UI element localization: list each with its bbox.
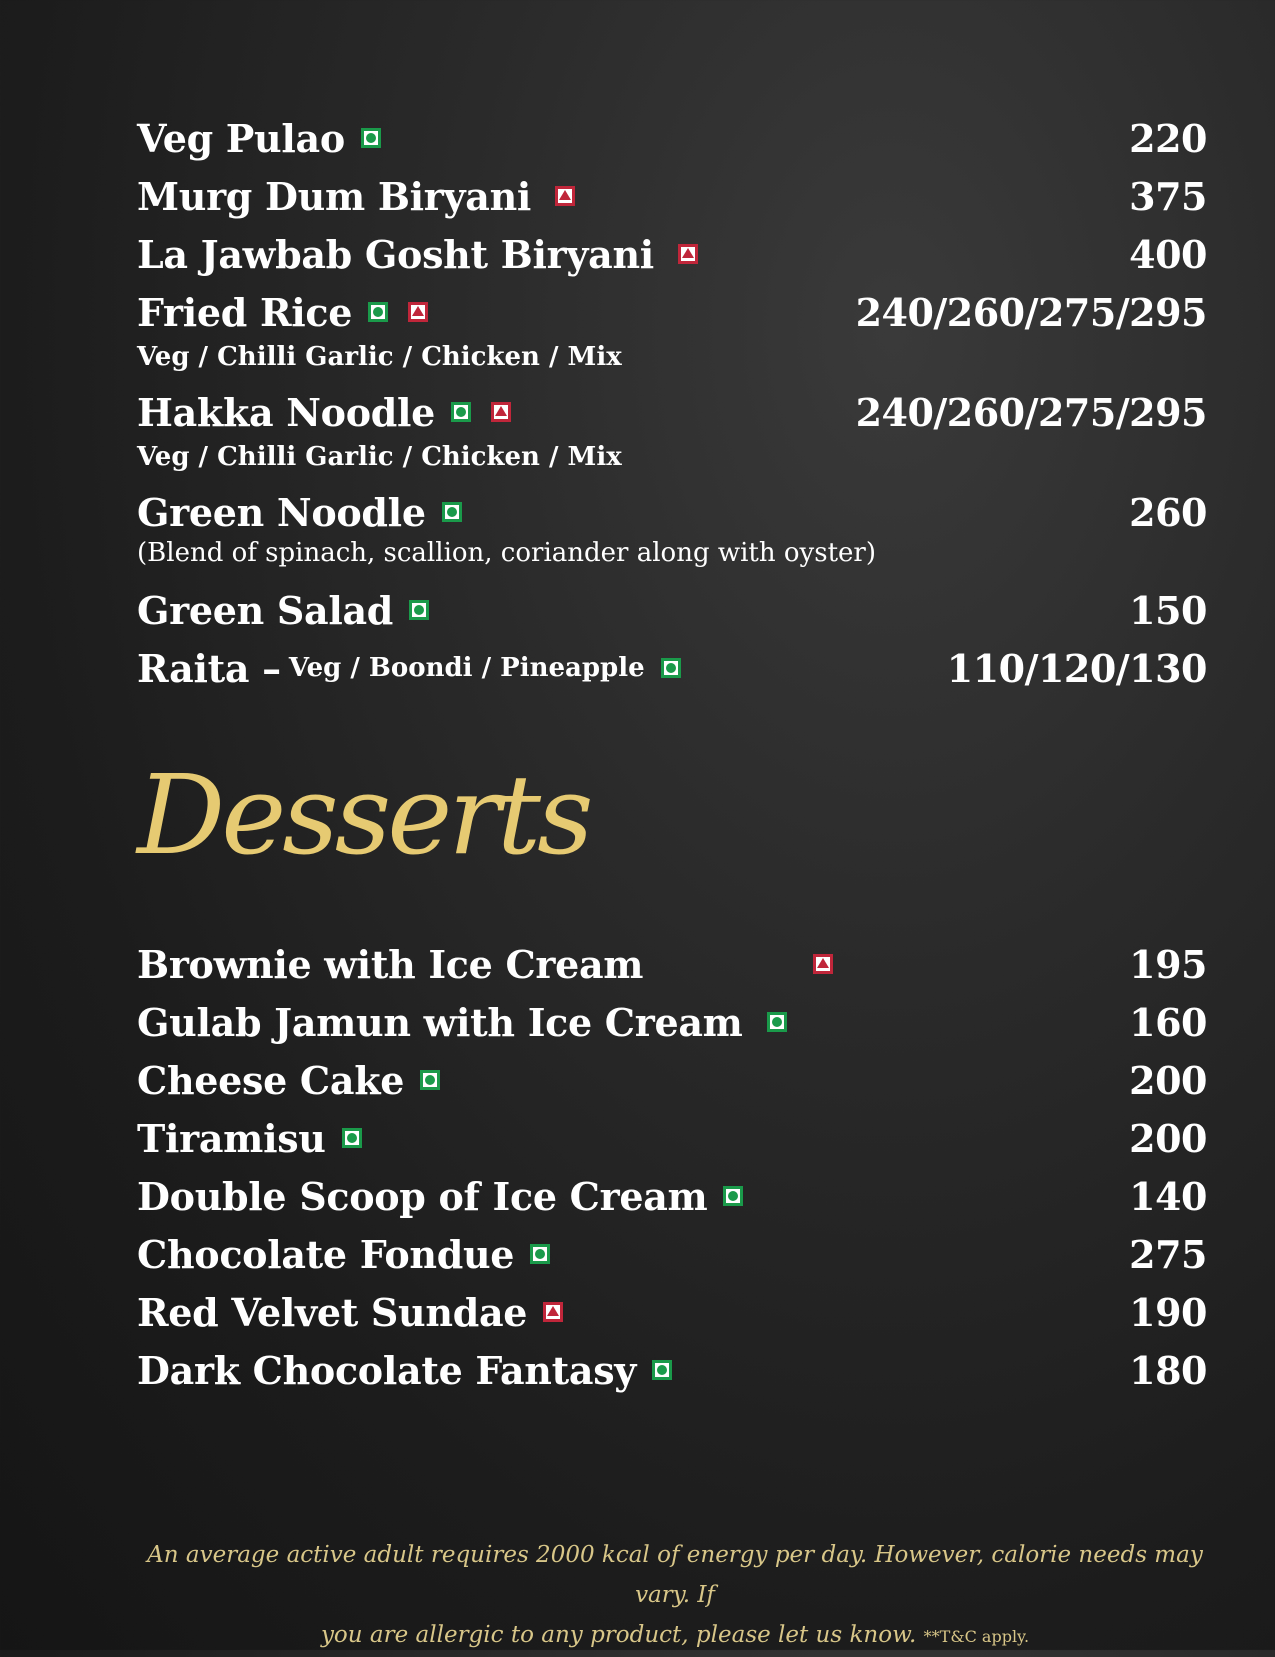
item-name: Green Salad [137, 587, 394, 633]
terms-note: **T&C apply. [923, 1627, 1030, 1646]
item-price: 200 [1129, 1057, 1207, 1103]
nonveg-icon [543, 1302, 563, 1322]
desserts-title [137, 751, 590, 879]
item-name: Cheese Cake [137, 1057, 405, 1103]
item-price: 260 [1129, 489, 1207, 535]
item-variants: Veg / Chilli Garlic / Chicken / Mix [137, 342, 622, 372]
item-name: Green Noodle [137, 489, 426, 535]
menu-item [137, 1346, 1207, 1394]
item-name: Veg Pulao [137, 115, 345, 161]
item-name: La Jawbab Gosht Biryani [137, 231, 654, 277]
veg-icon [451, 402, 471, 422]
nonveg-icon [555, 186, 575, 206]
item-name: Gulab Jamun with Ice Cream [137, 999, 743, 1045]
nonveg-icon [408, 302, 428, 322]
veg-icon [420, 1070, 440, 1090]
veg-icon [767, 1012, 787, 1032]
footer-line-2 [130, 1615, 1220, 1657]
item-price: 220 [1129, 115, 1207, 161]
nonveg-icon [678, 244, 698, 264]
item-price: 200 [1129, 1115, 1207, 1161]
item-price: 400 [1129, 231, 1207, 277]
veg-icon [661, 658, 681, 678]
veg-icon [342, 1128, 362, 1148]
menu-item [137, 288, 1207, 336]
item-name: Hakka Noodle [137, 389, 436, 435]
item-name: Dark Chocolate Fantasy [137, 1347, 637, 1393]
item-description: (Blend of spinach, scallion, coriander along with oyster) [137, 538, 876, 568]
item-price: 180 [1129, 1347, 1207, 1393]
item-name: Fried Rice [137, 289, 353, 335]
menu-item [137, 940, 1207, 988]
menu-item [137, 1230, 1207, 1278]
veg-icon [409, 600, 429, 620]
item-price: 140 [1129, 1173, 1207, 1219]
footer-disclaimer [130, 1535, 1220, 1657]
item-price: 190 [1129, 1289, 1207, 1335]
nonveg-icon [491, 402, 511, 422]
item-price: 240/260/275/295 [855, 289, 1207, 335]
footer-line-2-text: you are allergic to any product, please let us know. [320, 1622, 917, 1648]
menu-item [137, 644, 1207, 692]
item-name: Raita – [137, 645, 281, 691]
desserts-title-text: Desserts [137, 751, 590, 879]
veg-icon [368, 302, 388, 322]
item-name: Chocolate Fondue [137, 1231, 515, 1277]
menu-item [137, 998, 1207, 1046]
footer-line-1: An average active adult requires 2000 kcal of energy per day. However, calorie needs may vary. If [147, 1542, 1203, 1608]
item-variants: Veg / Boondi / Pineapple [288, 653, 645, 683]
item-variants: Veg / Chilli Garlic / Chicken / Mix [137, 442, 622, 472]
menu-item [137, 1172, 1207, 1220]
menu-item [137, 586, 1207, 634]
nonveg-icon [813, 954, 833, 974]
item-price: 150 [1129, 587, 1207, 633]
veg-icon [442, 502, 462, 522]
menu-item [137, 114, 1207, 162]
item-price: 240/260/275/295 [855, 389, 1207, 435]
menu-item [137, 172, 1207, 220]
item-price: 110/120/130 [946, 645, 1207, 691]
menu-item [137, 388, 1207, 436]
item-name: Red Velvet Sundae [137, 1289, 528, 1335]
veg-icon [723, 1186, 743, 1206]
veg-icon [361, 128, 381, 148]
menu-item [137, 1114, 1207, 1162]
item-name: Murg Dum Biryani [137, 173, 532, 219]
menu-item [137, 488, 1207, 536]
item-name: Tiramisu [137, 1115, 326, 1161]
item-price: 160 [1129, 999, 1207, 1045]
item-price: 195 [1129, 941, 1207, 987]
menu-item [137, 1056, 1207, 1104]
menu-item [137, 1288, 1207, 1336]
item-name: Brownie with Ice Cream [137, 941, 644, 987]
item-price: 275 [1129, 1231, 1207, 1277]
veg-icon [652, 1360, 672, 1380]
item-name: Double Scoop of Ice Cream [137, 1173, 708, 1219]
item-price: 375 [1129, 173, 1207, 219]
menu-item [137, 230, 1207, 278]
veg-icon [530, 1244, 550, 1264]
